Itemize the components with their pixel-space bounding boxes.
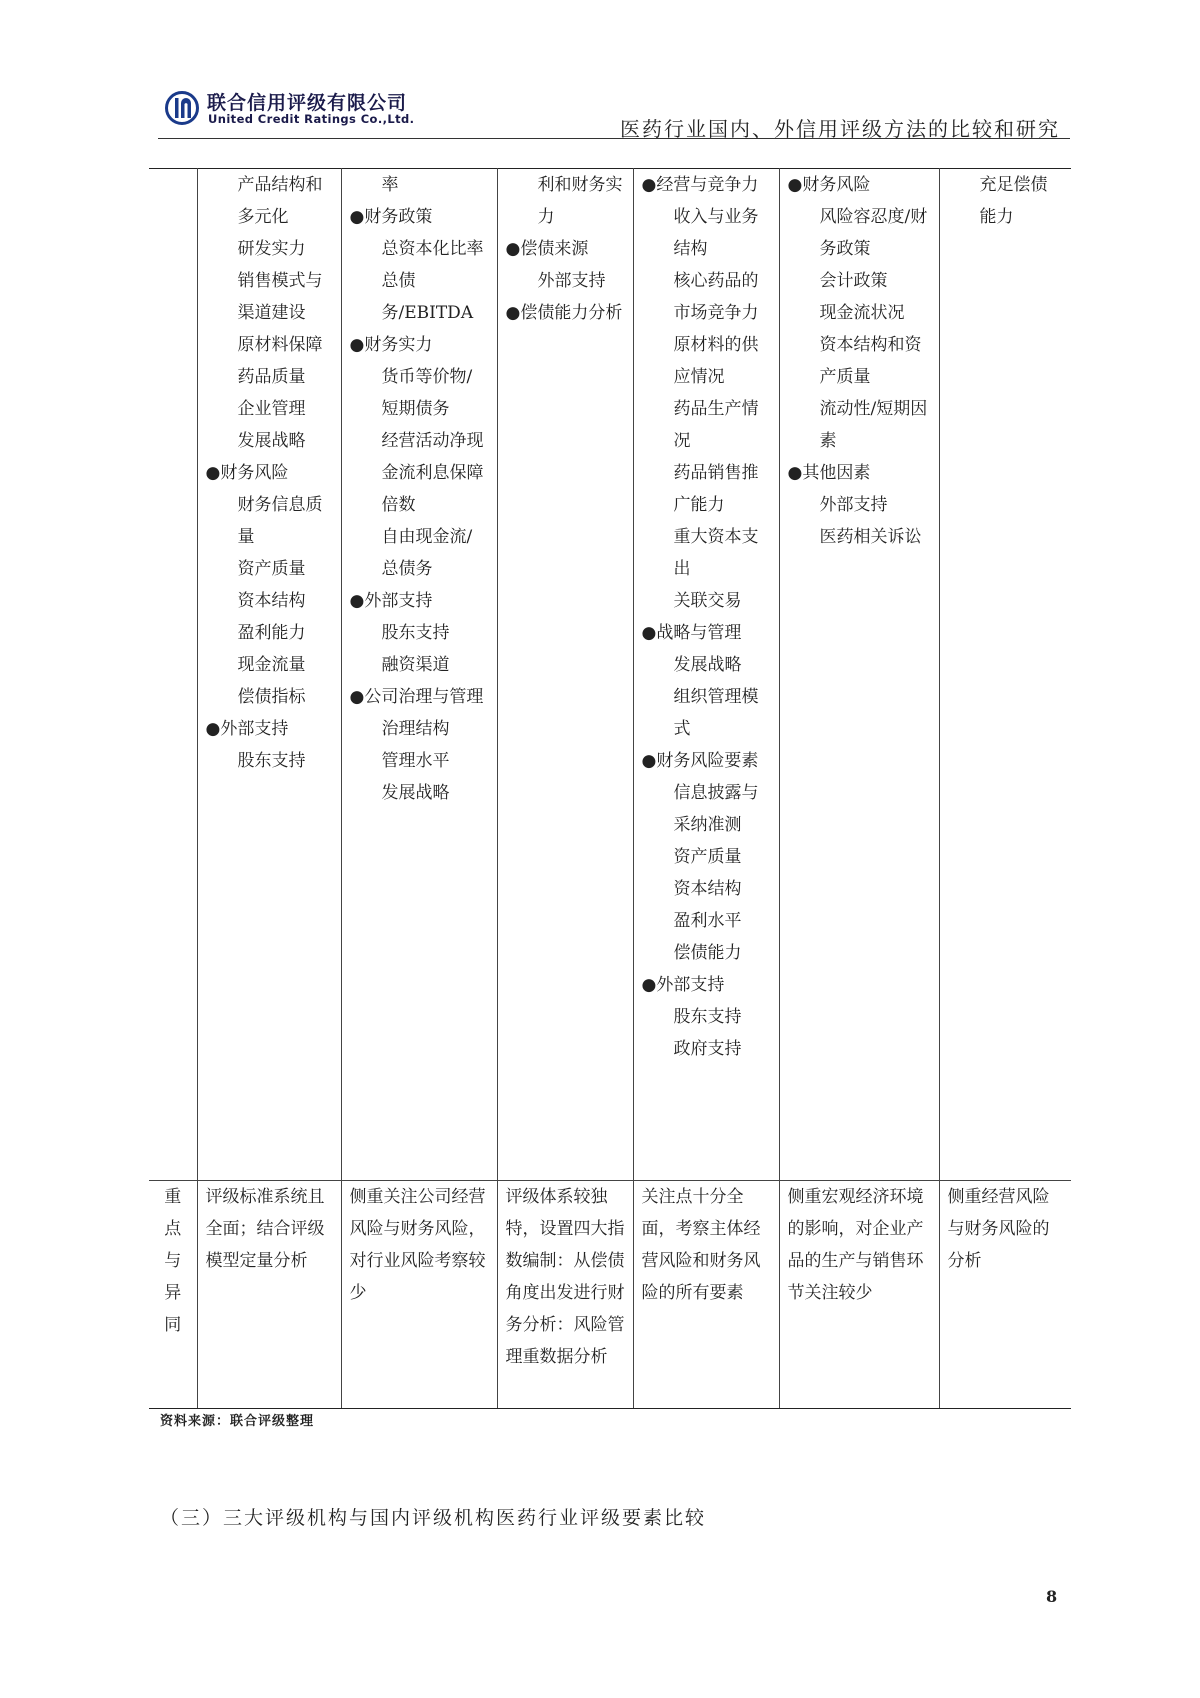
list-item: 率 (381, 175, 399, 195)
logo-english-name: United Credit Ratings Co.,Ltd. (208, 112, 415, 126)
table-row (149, 1181, 1071, 1409)
category-heading: ●外部支持 (641, 975, 725, 995)
list-item: 医药相关诉讼 (819, 527, 922, 547)
list-item: 会计政策 (819, 271, 888, 291)
summary-cell-col4: 关注点十分全面，考察主体经营风险和财务风险的所有要素 (633, 1181, 779, 1409)
category-heading: ●战略与管理 (641, 623, 742, 643)
list-item: 政府支持 (673, 1039, 742, 1059)
list-item: 股东支持 (673, 1007, 742, 1027)
table-cell-col4 (633, 169, 779, 1181)
list-item: 发展战略 (673, 655, 742, 675)
category-heading: ●偿债能力分析 (505, 303, 623, 323)
summary-cell-col2: 侧重关注公司经营风险与财务风险，对行业风险考察较少 (341, 1181, 497, 1409)
list-item: 组织管理模式 (673, 687, 759, 739)
table-cell-col3 (497, 169, 633, 1181)
row-label-char: 同 (164, 1315, 182, 1335)
category-heading: ●外部支持 (205, 719, 289, 739)
category-heading: ●财务实力 (349, 335, 433, 355)
list-item: 企业管理 (237, 399, 306, 419)
company-logo (165, 87, 425, 131)
summary-cell-col3: 评级体系较独特，设置四大指数编制：从偿债角度出发进行财务分析：风险管理重数据分析 (497, 1181, 633, 1409)
summary-cell-col1: 评级标准系统且全面；结合评级模型定量分析 (197, 1181, 341, 1409)
list-item: 充足偿债能力 (979, 175, 1048, 227)
table-source-note: 资料来源：联合评级整理 (160, 1414, 315, 1429)
list-item: 风险容忍度/财务政策 (819, 207, 928, 259)
category-heading: ●财务风险要素 (641, 751, 759, 771)
list-item: 利和财务实力 (537, 175, 623, 227)
category-heading: ●其他因素 (787, 463, 871, 483)
row-label-char: 重 (164, 1187, 182, 1207)
list-item: 管理水平 (381, 751, 450, 771)
list-item: 自由现金流/总债务 (381, 527, 473, 579)
category-heading: ●财务风险 (787, 175, 871, 195)
list-item: 总债务/EBITDA (381, 271, 474, 323)
category-heading: ●财务政策 (349, 207, 433, 227)
list-item: 经营活动净现金流利息保障倍数 (381, 431, 484, 515)
list-item: 股东支持 (237, 751, 306, 771)
table-cell-col2 (341, 169, 497, 1181)
table-cell-col1 (197, 169, 341, 1181)
row-label-key-points (149, 1181, 197, 1409)
table-cell-label-empty (149, 169, 197, 1181)
category-heading: ●外部支持 (349, 591, 433, 611)
list-item: 药品质量 (237, 367, 306, 387)
list-item: 治理结构 (381, 719, 450, 739)
list-item: 收入与业务结构 (673, 207, 759, 259)
list-item: 总资本化比率 (381, 239, 484, 259)
section-heading: （三）三大评级机构与国内评级机构医药行业评级要素比较 (160, 1507, 707, 1529)
list-item: 偿债指标 (237, 687, 306, 707)
list-item: 药品销售推广能力 (673, 463, 759, 515)
list-item: 药品生产情况 (673, 399, 759, 451)
list-item: 外部支持 (819, 495, 888, 515)
list-item: 股东支持 (381, 623, 450, 643)
document-title: 医药行业国内、外信用评级方法的比较和研究 (620, 117, 1060, 141)
row-label-char: 异 (164, 1283, 182, 1303)
list-item: 重大资本支出 (673, 527, 759, 579)
list-item: 财务信息质量 (237, 495, 323, 547)
category-heading: ●财务风险 (205, 463, 289, 483)
table-row (149, 169, 1071, 1181)
list-item: 核心药品的市场竞争力 (673, 271, 759, 323)
list-item: 盈利水平 (673, 911, 742, 931)
list-item: 原材料的供应情况 (673, 335, 759, 387)
summary-cell-col5: 侧重宏观经济环境的影响，对企业产品的生产与销售环节关注较少 (779, 1181, 939, 1409)
list-item: 原材料保障 (237, 335, 323, 355)
list-item: 资本结构 (237, 591, 306, 611)
header-divider (158, 138, 1070, 139)
list-item: 货币等价物/短期债务 (381, 367, 473, 419)
table-cell-col6 (939, 169, 1071, 1181)
category-heading: ●经营与竞争力 (641, 175, 759, 195)
list-item: 现金流状况 (819, 303, 905, 323)
list-item: 融资渠道 (381, 655, 450, 675)
list-item: 销售模式与渠道建设 (237, 271, 323, 323)
list-item: 发展战略 (237, 431, 306, 451)
summary-cell-col6: 侧重经营风险与财务风险的分析 (939, 1181, 1071, 1409)
list-item: 流动性/短期因素 (819, 399, 928, 451)
list-item: 信息披露与采纳准测 (673, 783, 759, 835)
list-item: 现金流量 (237, 655, 306, 675)
list-item: 外部支持 (537, 271, 606, 291)
row-label-char: 点 (164, 1219, 182, 1239)
list-item: 资产质量 (237, 559, 306, 579)
list-item: 资本结构和资产质量 (819, 335, 922, 387)
row-label-char: 与 (164, 1251, 182, 1271)
logo-mark-icon (165, 91, 199, 125)
list-item: 资本结构 (673, 879, 742, 899)
list-item: 关联交易 (673, 591, 742, 611)
list-item: 发展战略 (381, 783, 450, 803)
list-item: 偿债能力 (673, 943, 742, 963)
list-item: 资产质量 (673, 847, 742, 867)
logo-chinese-name: 联合信用评级有限公司 (207, 92, 408, 114)
category-heading: ●偿债来源 (505, 239, 589, 259)
rating-comparison-table (149, 168, 1071, 1409)
list-item: 研发实力 (237, 239, 306, 259)
list-item: 产品结构和多元化 (237, 175, 323, 227)
category-heading: ●公司治理与管理 (349, 687, 484, 707)
list-item: 盈利能力 (237, 623, 306, 643)
page-number: 8 (1046, 1587, 1058, 1606)
table-cell-col5 (779, 169, 939, 1181)
